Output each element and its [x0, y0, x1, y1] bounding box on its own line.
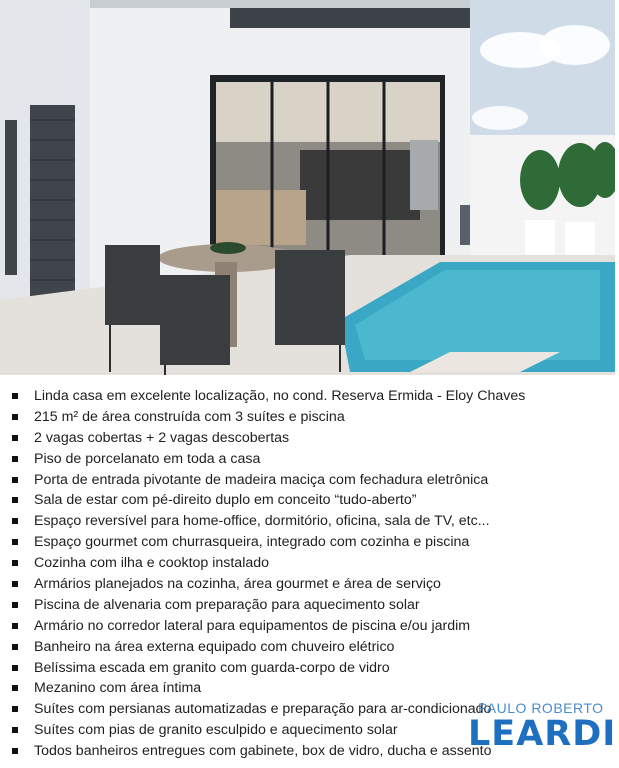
feature-text: Belíssima escada em granito com guarda-corpo de vidro: [34, 659, 390, 676]
feature-text: Armários planejados na cozinha, área gourmet e área de serviço: [34, 576, 441, 593]
feature-text: Linda casa em excelente localização, no cond. Reserva Ermida - Eloy Chaves: [34, 388, 526, 404]
bullet-icon: [12, 477, 18, 483]
list-item: [8, 407, 608, 428]
logo-top-text: PAULO ROBERTO: [478, 700, 604, 716]
list-item: [8, 595, 608, 616]
bullet-icon: [12, 685, 18, 691]
list-item: [8, 678, 608, 699]
bullet-icon: [12, 602, 18, 608]
list-item: [8, 428, 608, 449]
bullet-icon: [12, 623, 18, 629]
bullet-icon: [12, 706, 18, 712]
bullet-icon: [12, 727, 18, 733]
feature-text: 215 m² de área construída com 3 suítes e piscina: [34, 408, 345, 425]
feature-text: Suítes com pias de granito esculpido e aquecimento solar: [34, 722, 398, 739]
list-item: [8, 532, 608, 553]
bullet-icon: [12, 456, 18, 462]
bullet-icon: [12, 518, 18, 524]
list-item: [8, 511, 608, 532]
feature-text: Armário no corredor lateral para equipamentos de piscina e/ou jardim: [34, 617, 471, 634]
feature-text: Porta de entrada pivotante de madeira maciça com fechadura eletrônica: [34, 471, 489, 488]
list-item: [8, 616, 608, 637]
list-item: [8, 574, 608, 595]
house-exterior-pool-photo: [0, 0, 615, 375]
feature-text: Banheiro na área externa equipado com chuveiro elétrico: [34, 638, 395, 655]
bullet-icon: [12, 560, 18, 566]
list-item: [8, 449, 608, 470]
feature-text: Piscina de alvenaria com preparação para aquecimento solar: [34, 596, 420, 613]
list-item: [8, 490, 608, 511]
bullet-icon: [12, 414, 18, 420]
leardi-logo: [468, 700, 617, 754]
feature-text: Suítes com persianas automatizadas e preparação para ar-condicionado: [34, 701, 492, 718]
house-photo: [0, 0, 615, 375]
bullet-icon: [12, 748, 18, 754]
bullet-icon: [12, 435, 18, 441]
list-item: [8, 386, 608, 407]
feature-text: Cozinha com ilha e cooktop instalado: [34, 555, 270, 572]
feature-text: Todos banheiros entregues com gabinete, box de vidro, ducha e assento: [34, 743, 492, 760]
bullet-icon: [12, 393, 18, 399]
feature-text: Sala de estar com pé-direito duplo em conceito “tudo-aberto”: [34, 492, 417, 509]
list-item: [8, 553, 608, 574]
bullet-icon: [12, 665, 18, 671]
logo-main-text: LEARDI: [468, 714, 617, 754]
list-item: [8, 658, 608, 679]
feature-text: Mezanino com área íntima: [34, 680, 202, 697]
feature-text: Espaço reversível para home-office, dormitório, oficina, sala de TV, etc...: [34, 513, 490, 530]
feature-text: Espaço gourmet com churrasqueira, integrado com cozinha e piscina: [34, 534, 470, 551]
bullet-icon: [12, 497, 18, 503]
list-item: [8, 470, 608, 491]
list-item: [8, 637, 608, 658]
feature-text: Piso de porcelanato em toda a casa: [34, 450, 261, 467]
feature-text: 2 vagas cobertas + 2 vagas descobertas: [34, 429, 290, 446]
bullet-icon: [12, 581, 18, 587]
bullet-icon: [12, 539, 18, 545]
bullet-icon: [12, 644, 18, 650]
